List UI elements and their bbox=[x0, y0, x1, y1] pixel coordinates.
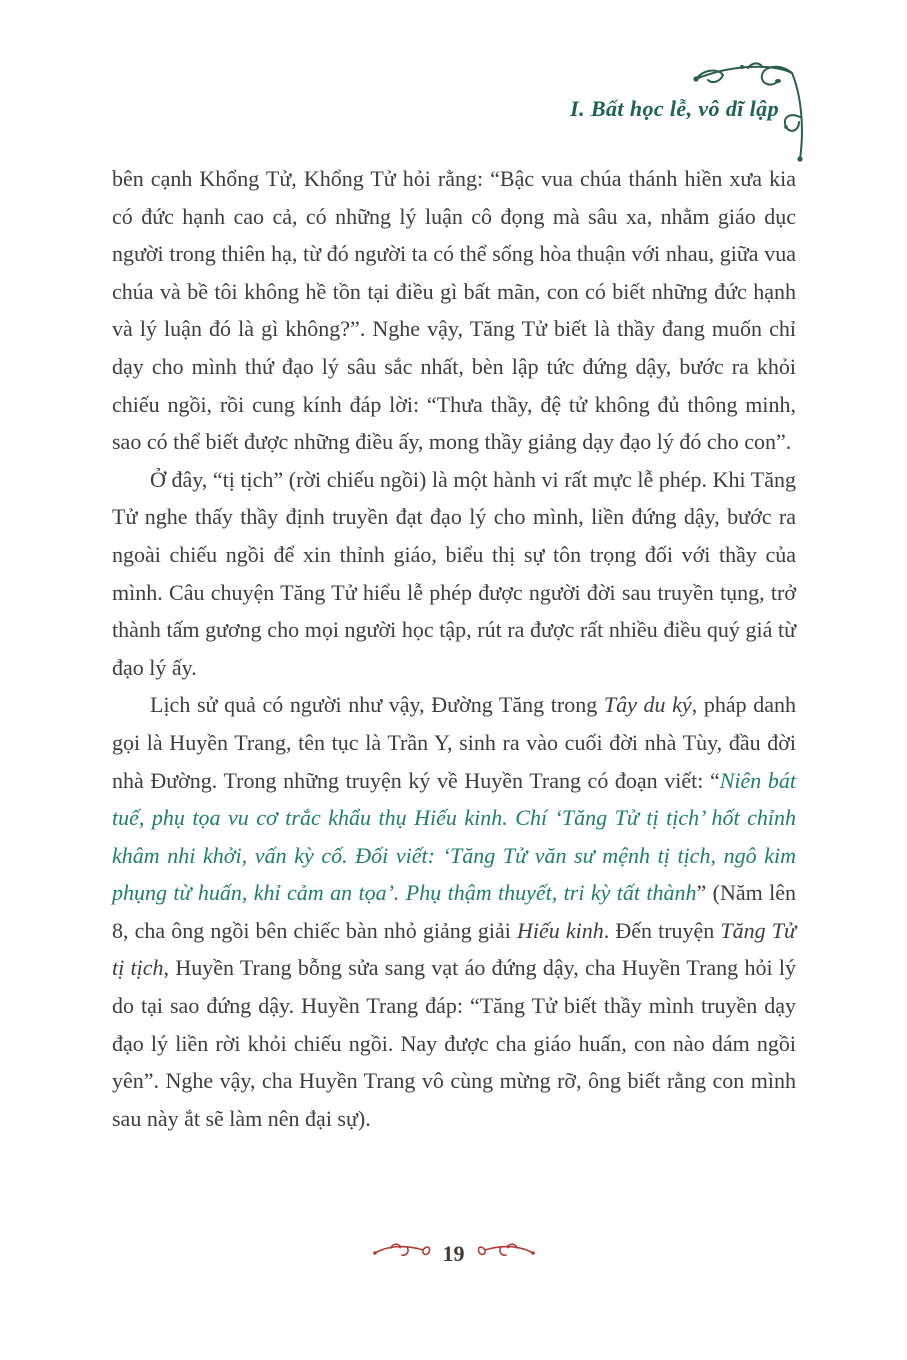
chapter-heading: I. Bất học lễ, vô dĩ lập bbox=[570, 96, 779, 121]
paragraph bbox=[112, 160, 796, 461]
text-run: ” (Năm lên 8, cha ông ngồi bên chiếc bàn nhỏ giảng giải bbox=[112, 880, 796, 943]
floral-sprig-left-icon bbox=[373, 1240, 431, 1267]
text-run: . Đến truyện bbox=[603, 917, 721, 943]
text-block bbox=[112, 160, 796, 1137]
paragraph bbox=[112, 461, 796, 687]
text-run: bên cạnh Khổng Tử, Khổng Tử hỏi rằng: “Bậc vua chúa thánh hiền xưa kia có đức hạnh cao cả, có những lý luận cô đọng mà sâu xa, nhằm giáo dục người trong thiên hạ, từ đó người ta có thể sống hòa thuận với nhau, giữa vua chúa và bề tôi không hề tồn tại điều gì bất mãn, con có biết những đức hạnh và lý luận đó là gì không?”. Nghe vậy, Tăng Tử biết là thầy đang muốn chỉ dạy cho mình thứ đạo lý sâu sắc nhất, bèn lập tức đứng dậy, bước ra khỏi chiếu ngồi, rồi cung kính đáp lời: “Thưa thầy, đệ tử không đủ thông minh, sao có thể biết được những điều ấy, mong thầy giảng dạy đạo lý đó cho con”. bbox=[112, 166, 796, 455]
paragraph bbox=[112, 686, 796, 1137]
text-run: Tăng Tử tị tịch bbox=[112, 917, 796, 981]
page-footer bbox=[0, 1240, 907, 1267]
floral-sprig-right-icon bbox=[477, 1240, 535, 1267]
text-run: , pháp danh gọi là Huyền Trang, tên tục là Trần Y, sinh ra vào cuối đời nhà Tùy, đầu đời nhà Đường. Trong những truyện ký về Huyền Trang có đoạn viết: “ bbox=[112, 692, 797, 793]
text-run: , Huyền Trang bỗng sửa sang vạt áo đứng dậy, cha Huyền Trang hỏi lý do tại sao đứng dậy. Huyền Trang đáp: “Tăng Tử biết thầy mình truyền dạy đạo lý liền rời khỏi chiếu ngồi. Nay được cha giáo huấn, con nào dám ngồi yên”. Nghe vậy, cha Huyền Trang vô cùng mừng rỡ, ông biết rằng con mình sau này ắt sẽ làm nên đại sự). bbox=[112, 955, 796, 1131]
page-number: 19 bbox=[442, 1240, 465, 1266]
text-run: Tây du ký bbox=[603, 692, 692, 718]
text-run: Niên bát tuế, phụ tọa vu cơ trắc khẩu thụ Hiếu kinh. Chí ‘Tăng Tử tị tịch’ hốt chỉnh khâm nhi khởi, vấn kỳ cố. Đối viết: ‘Tăng Tử văn sư mệnh tị tịch, ngô kim phụng từ huấn, khỉ cảm an tọa’. Phụ thậm thuyết, tri kỳ tất thành bbox=[112, 767, 796, 906]
text-run: Hiếu kinh bbox=[516, 917, 604, 943]
text-run: Lịch sử quả có người như vậy, Đường Tăng trong bbox=[150, 692, 604, 718]
corner-flourish-icon bbox=[690, 55, 812, 168]
text-run: Ở đây, “tị tịch” (rời chiếu ngồi) là một hành vi rất mực lễ phép. Khi Tăng Tử nghe thấy thầy định truyền đạt đạo lý cho mình, liền đứng dậy, bước ra ngoài chiếu ngồi để xin thỉnh giáo, biểu thị sự tôn trọng đối với thầy của mình. Câu chuyện Tăng Tử hiểu lễ phép được người đời sau truyền tụng, trở thành tấm gương cho mọi người học tập, rút ra được rất nhiều điều quý giá từ đạo lý ấy. bbox=[112, 466, 796, 680]
